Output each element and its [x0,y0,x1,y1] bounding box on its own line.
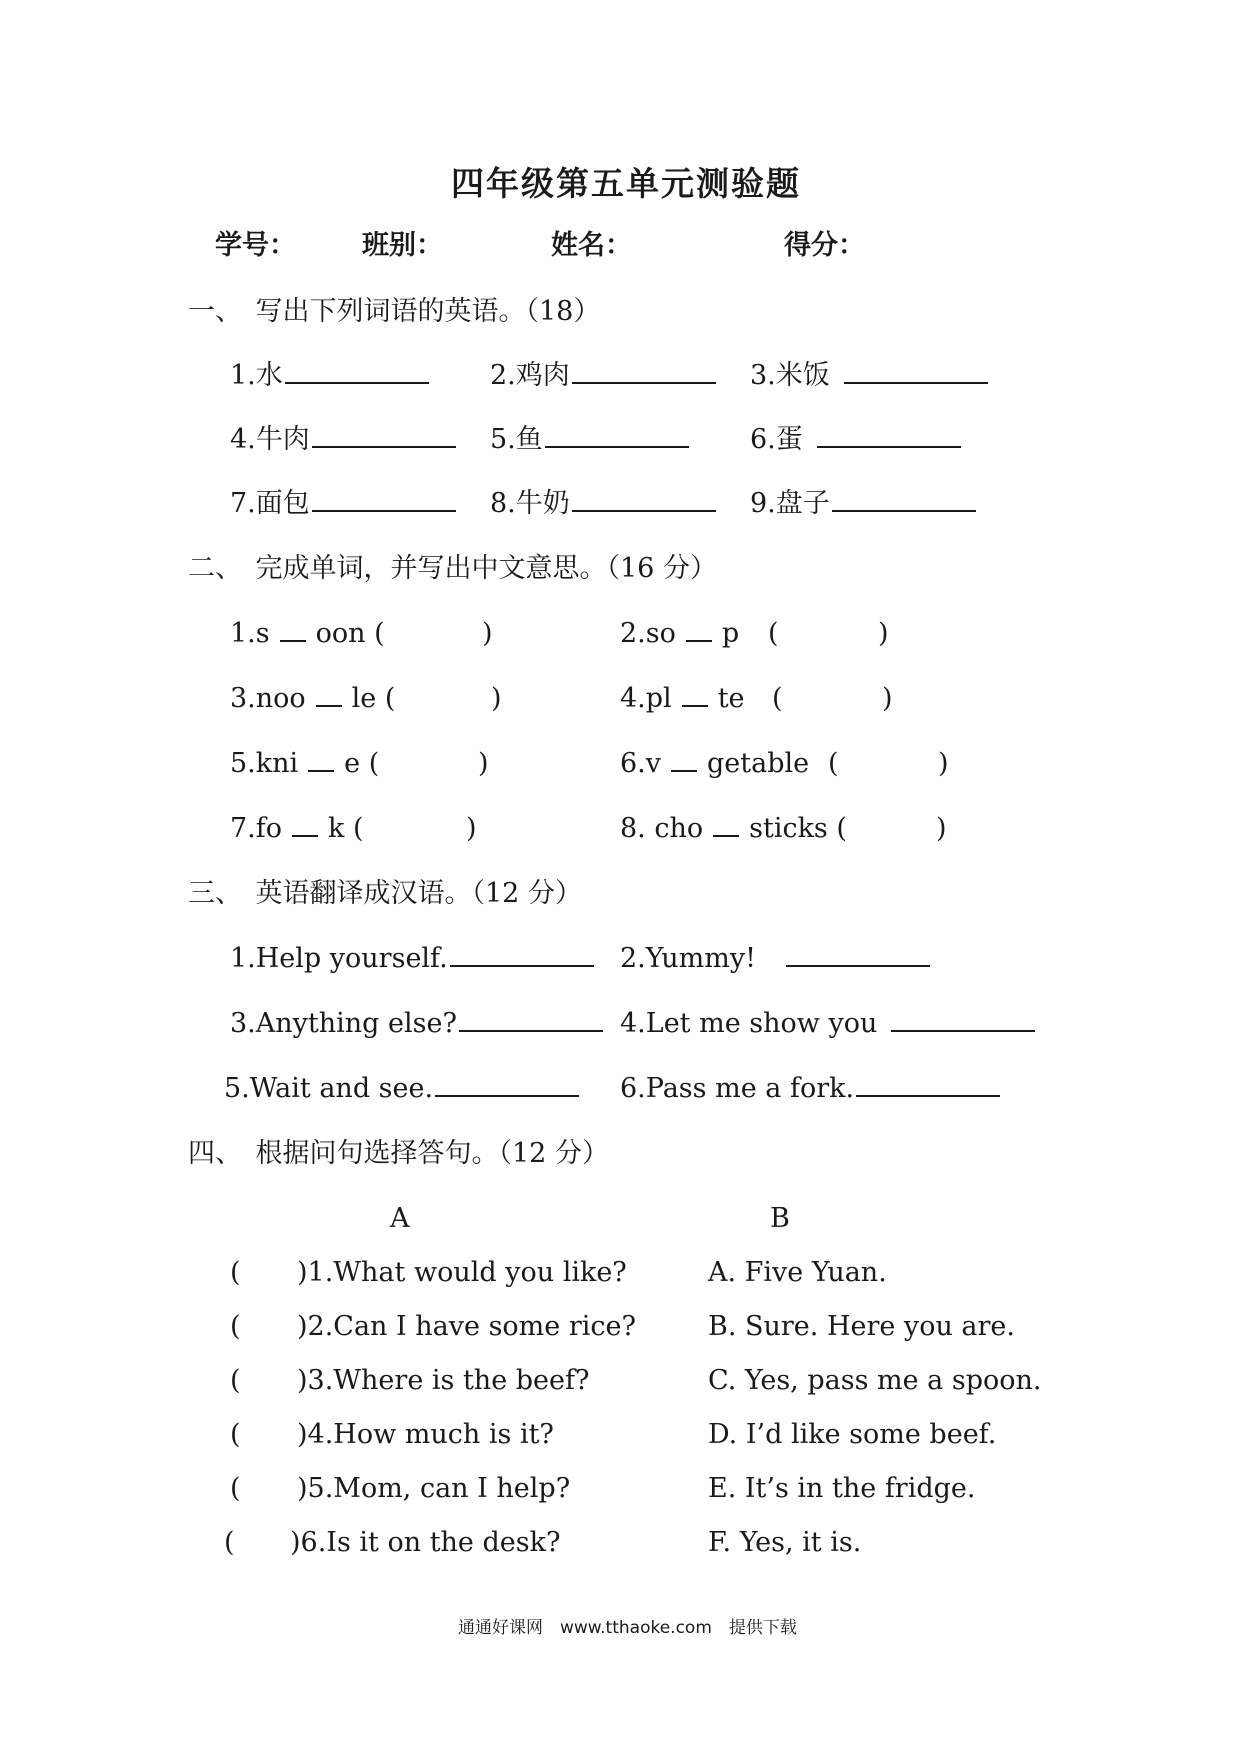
answer-option: F. Yes, it is. [708,1527,862,1558]
close-paren: ) [938,748,949,779]
s2-item [620,620,739,647]
answer-blank[interactable] [545,445,689,448]
s1-item-label: 5.鱼 [490,424,543,455]
answer-paren-open[interactable]: ( [230,1365,241,1396]
answer-option: E. It’s in the fridge. [708,1473,976,1504]
class-label: 班别： [362,230,443,261]
s1-item-label: 2.鸡肉 [490,360,570,391]
word-prefix: 6.v [620,748,662,779]
close-paren: ) [878,618,889,649]
answer-blank[interactable] [832,509,976,512]
word-prefix: 1.s [230,618,270,649]
word-prefix: 4.pl [620,683,672,714]
s2-item [230,750,379,777]
page-title: 四年级第五单元测验题 [451,164,801,203]
s1-item-label: 3.米饭 [750,360,830,391]
letter-blank[interactable] [686,639,712,642]
answer-blank[interactable] [844,381,988,384]
open-paren: ( [768,618,779,649]
answer-blank[interactable] [891,1029,1035,1032]
letter-blank[interactable] [713,834,739,837]
s3-item [620,945,930,972]
answer-blank[interactable] [312,445,456,448]
answer-blank[interactable] [459,1029,603,1032]
s2-item [620,815,847,842]
s1-item-label: 6.蛋 [750,424,803,455]
footer-source: 通通好课网 www.tthaoke.com 提供下载 [458,1618,797,1638]
answer-blank[interactable] [817,445,961,448]
question-text: )4.How much is it? [297,1419,554,1450]
word-suffix: oon ( [315,618,385,649]
letter-blank[interactable] [292,834,318,837]
answer-option: D. I’d like some beef. [708,1419,997,1450]
column-b-label: B [770,1203,790,1234]
answer-blank[interactable] [285,381,429,384]
word-suffix: te [717,683,745,714]
word-suffix: p [721,618,740,649]
s2-item [230,620,385,647]
s2-item [620,750,809,777]
score-label: 得分： [784,230,865,261]
answer-blank[interactable] [312,509,456,512]
answer-blank[interactable] [572,381,716,384]
s3-item [230,945,594,972]
section-2-heading: 二、 完成单词，并写出中文意思。（16 分） [188,553,717,584]
section-4-heading: 四、 根据问句选择答句。（12 分） [188,1138,609,1169]
close-paren: ) [478,748,489,779]
open-paren: ( [828,748,839,779]
answer-paren-open[interactable]: ( [230,1311,241,1342]
word-prefix: 3.noo [230,683,306,714]
question-text: )6.Is it on the desk? [290,1527,561,1558]
answer-blank[interactable] [435,1094,579,1097]
s1-item [230,490,456,517]
s3-item [620,1010,1035,1037]
s1-item-label: 9.盘子 [750,488,830,519]
word-suffix: sticks ( [749,813,847,844]
s2-item [230,685,395,712]
answer-blank[interactable] [786,964,930,967]
s1-item [230,362,429,389]
answer-paren-open[interactable]: ( [230,1473,241,1504]
close-paren: ) [882,683,893,714]
s1-item [750,426,961,453]
open-paren: ( [772,683,783,714]
answer-paren-open[interactable]: ( [224,1527,235,1558]
s1-item [230,426,456,453]
letter-blank[interactable] [316,704,342,707]
s1-item-label: 1.水 [230,360,283,391]
answer-paren-open[interactable]: ( [230,1257,241,1288]
section-1-heading: 一、 写出下列词语的英语。（18） [188,296,601,327]
s3-item-label: 1.Help yourself. [230,943,448,974]
name-label: 姓名： [551,230,632,261]
s2-item [620,685,745,712]
s1-item [490,490,716,517]
column-a-label: A [390,1203,410,1234]
question-text: )3.Where is the beef? [297,1365,590,1396]
s2-item [230,815,364,842]
word-suffix: e ( [344,748,380,779]
s3-item-label: 3.Anything else? [230,1008,457,1039]
question-text: )2.Can I have some rice? [297,1311,636,1342]
word-suffix: getable [707,748,810,779]
word-prefix: 5.kni [230,748,299,779]
s3-item-label: 5.Wait and see. [224,1073,434,1104]
s1-item [490,362,716,389]
section-3-heading: 三、 英语翻译成汉语。（12 分） [188,878,582,909]
close-paren: ) [482,618,493,649]
answer-option: C. Yes, pass me a spoon. [708,1365,1042,1396]
word-prefix: 2.so [620,618,676,649]
s1-item [490,426,689,453]
answer-paren-open[interactable]: ( [230,1419,241,1450]
word-suffix: le ( [351,683,396,714]
question-text: )5.Mom, can I help? [297,1473,571,1504]
s1-item-label: 4.牛肉 [230,424,310,455]
student-no-label: 学号： [215,230,296,261]
letter-blank[interactable] [682,704,708,707]
word-suffix: k ( [328,813,364,844]
letter-blank[interactable] [280,639,306,642]
s1-item [750,362,988,389]
s3-item-label: 2.Yummy! [620,943,756,974]
s3-item-label: 4.Let me show you [620,1008,878,1039]
s1-item-label: 8.牛奶 [490,488,570,519]
answer-blank[interactable] [450,964,594,967]
s3-item-label: 6.Pass me a fork. [620,1073,855,1104]
word-prefix: 7.fo [230,813,283,844]
letter-blank[interactable] [308,769,334,772]
answer-option: B. Sure. Here you are. [708,1311,1015,1342]
s3-item [224,1075,579,1102]
s3-item [620,1075,1000,1102]
close-paren: ) [936,813,947,844]
s1-item [750,490,976,517]
close-paren: ) [491,683,502,714]
word-prefix: 8. cho [620,813,704,844]
s1-item-label: 7.面包 [230,488,310,519]
answer-option: A. Five Yuan. [708,1257,887,1288]
answer-blank[interactable] [856,1094,1000,1097]
question-text: )1.What would you like? [297,1257,627,1288]
close-paren: ) [466,813,477,844]
s3-item [230,1010,603,1037]
letter-blank[interactable] [671,769,697,772]
answer-blank[interactable] [572,509,716,512]
